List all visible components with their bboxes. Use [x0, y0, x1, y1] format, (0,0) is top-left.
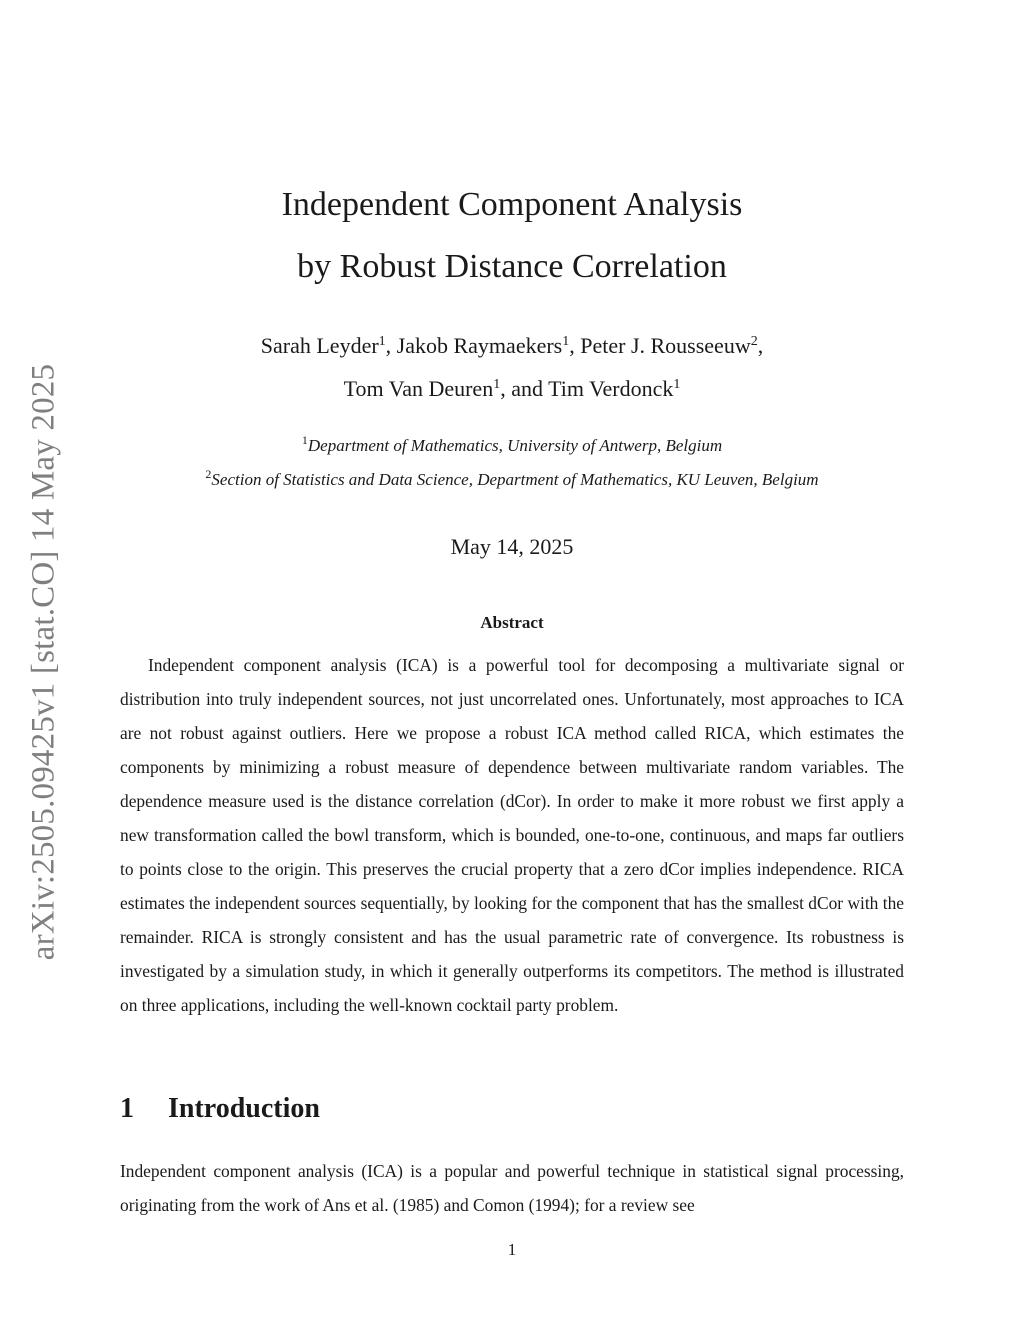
author-separator: , [385, 333, 397, 358]
affiliation-mark: 1 [673, 377, 681, 392]
author-name: Tom Van Deuren [343, 376, 494, 401]
abstract-heading: Abstract [480, 613, 544, 632]
affiliation-mark: 1 [562, 334, 570, 349]
author-list-line-1 [0, 333, 1024, 359]
paper-title-line-2: by Robust Distance Correlation [297, 248, 727, 285]
abstract-text: Independent component analysis (ICA) is a powerful tool for decomposing a multivariate signal or distribution into truly independent sources, not just uncorrelated ones. Unfortunately, most approaches to ICA are not robust against outliers. Here we propose a robust ICA method called RICA, which estimates the components by minimizing a robust measure of dependence between multivariate random variables. The dependence measure used is the distance correlation (dCor). In order to make it more robust we first apply a new transformation called the bowl transform, which is bounded, one-to-one, continuous, and maps far outliers to points close to the origin. This preserves the crucial property that a zero dCor implies independence. RICA estimates the independent sources sequentially, by looking for the component that has the smallest dCor with the remainder. RICA is strongly consistent and has the usual parametric rate of convergence. Its robustness is investigated by a simulation study, in which it generally outperforms its competitors. The method is illustrated on three applications, including the well-known cocktail party problem. [120, 655, 904, 1015]
author-name: Sarah Leyder [260, 333, 379, 358]
section-heading [120, 1093, 320, 1125]
arxiv-identifier-stamp: arXiv:2505.09425v1 [stat.CO] 14 May 2025 [25, 363, 62, 961]
author-separator: , and [500, 376, 549, 401]
affiliation-mark: 1 [493, 377, 501, 392]
affiliation-text: Section of Statistics and Data Science, Department of Mathematics, KU Leuven, Belgium [211, 470, 819, 489]
publication-date: May 14, 2025 [450, 534, 574, 559]
paper-title-line-1: Independent Component Analysis [281, 186, 743, 223]
author-name: Tim Verdonck [548, 376, 674, 401]
page-number: 1 [507, 1240, 517, 1259]
section-title: Introduction [168, 1093, 320, 1124]
affiliation-text: Department of Mathematics, University of Antwerp, Belgium [307, 436, 723, 455]
section-number: 1 [120, 1093, 134, 1124]
affiliation-mark: 1 [378, 334, 386, 349]
affiliation-mark: 2 [750, 334, 758, 349]
author-separator: , [569, 333, 581, 358]
author-separator: , [757, 333, 764, 358]
author-name: Jakob Raymaekers [396, 333, 563, 358]
author-list-line-2 [0, 376, 1024, 402]
affiliation-mark: 2 [205, 467, 212, 481]
affiliation-2 [0, 467, 1024, 490]
author-name: Peter J. Rousseeuw [580, 333, 751, 358]
affiliation-1 [0, 433, 1024, 456]
introduction-text: Independent component analysis (ICA) is a popular and powerful technique in statistical signal processing, originating from the work of Ans et al. (1985) and Comon (1994); for a review see [120, 1161, 904, 1215]
affiliation-mark: 1 [301, 433, 308, 447]
